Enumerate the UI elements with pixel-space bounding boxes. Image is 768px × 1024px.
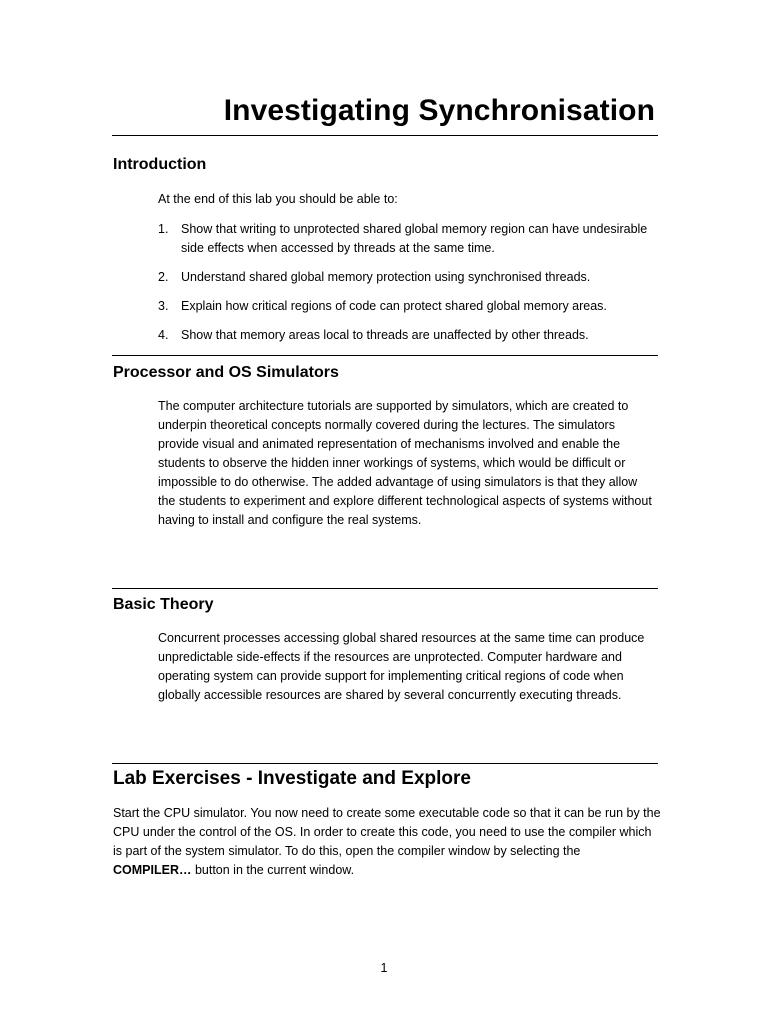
list-item: [158, 297, 658, 316]
page-number: 1: [380, 961, 388, 975]
introduction-lead: At the end of this lab you should be able to:: [158, 192, 398, 206]
list-item-text: Show that memory areas local to threads are unaffected by other threads.: [181, 328, 589, 342]
list-item: [158, 220, 658, 258]
section-rule: [112, 355, 658, 356]
list-item-text: Understand shared global memory protection using synchronised threads.: [181, 270, 591, 284]
section-rule: [112, 588, 658, 589]
list-item-number: 2.: [158, 270, 169, 284]
compiler-button-reference: COMPILER…: [113, 863, 192, 877]
lab-text: Start the CPU simulator. You now need to create some executable code so that it can be run by the CPU under the control of the OS. In order to create this code, you need to use the compiler which is part of the system simulator. To do this, open the compiler window by selecting the: [113, 806, 661, 858]
section-rule: [112, 763, 658, 764]
document-title: Investigating Synchronisation: [223, 94, 655, 127]
list-item-number: 3.: [158, 299, 169, 313]
list-item: [158, 326, 658, 345]
simulators-paragraph: The computer architecture tutorials are supported by simulators, which are created to underpin theoretical concepts normally covered during the lectures. The simulators provide visual and animated representation of mechanisms involved and enable the students to observe the hidden inner workings of systems, which would be difficult or impossible to do otherwise. The added advantage of using simulators is that they allow the students to experiment and explore different technological aspects of systems without having to install and configure the real systems.: [158, 399, 652, 527]
lab-text-end: button in the current window.: [191, 863, 355, 877]
objectives-list: [158, 220, 658, 355]
theory-heading: Basic Theory: [113, 596, 214, 613]
list-item-text: Explain how critical regions of code can protect shared global memory areas.: [181, 299, 607, 313]
theory-paragraph: Concurrent processes accessing global shared resources at the same time can produce unpredictable side-effects if the resources are unprotected. Computer hardware and operating system can provide support for implementing critical regions of code when globally accessible resources are shared by several concurrently executing threads.: [158, 631, 645, 702]
list-item: [158, 268, 658, 287]
list-item-text: Show that writing to unprotected shared global memory region can have undesirable side effects when accessed by threads at the same time.: [181, 222, 648, 255]
lab-paragraph: [113, 804, 661, 880]
simulators-heading: Processor and OS Simulators: [113, 364, 339, 381]
lab-heading: Lab Exercises - Investigate and Explore: [113, 768, 471, 789]
list-item-number: 1.: [158, 222, 169, 236]
title-rule: [112, 135, 658, 136]
list-item-number: 4.: [158, 328, 169, 342]
introduction-heading: Introduction: [113, 156, 207, 173]
